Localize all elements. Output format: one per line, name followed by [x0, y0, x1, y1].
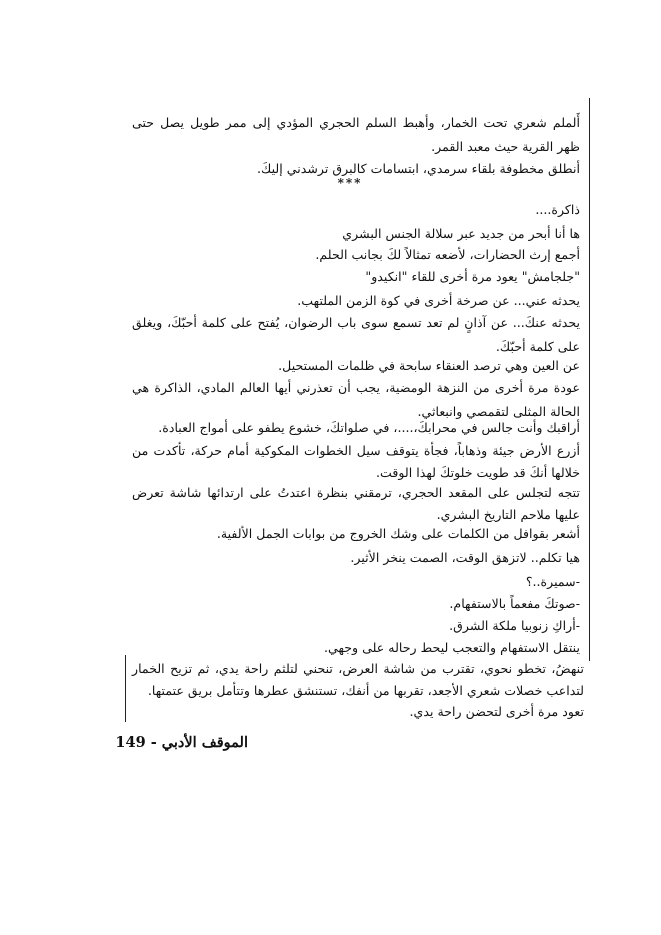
- paragraph: يحدثه عنكَ... عن آذانٍ لم تعد تسمع سوى باب الرضوان، يُفتح على كلمة أحبّكَ، ويغلق على كلمة أحبّكَ.: [132, 315, 580, 354]
- paragraph: ها أنا أبحر من جديد عبر سلالة الجنس البشري: [342, 226, 580, 241]
- paragraph: يحدثه عني... عن صرخة أخرى في كوة الزمن الملتهب.: [297, 293, 580, 308]
- paragraph: عودة مرة أخرى من النزهة الومضية، يجب أن تعذرني أيها العالم المادي، الذاكرة هي الحالة المثلى لتقمصي وانبعاثي.: [132, 380, 580, 419]
- paragraph: تعود مرة أخرى لتحضن راحة يدي.: [409, 704, 584, 719]
- paragraph: أَلملم شعري تحت الخمار، وأهبط السلم الحجري المؤدي إلى ممر طويل يصل حتى ظهر القرية حيث معبد القمر.: [132, 115, 580, 154]
- dialogue-line: -سميرة..؟: [525, 574, 580, 589]
- paragraph: أجمع إرث الحضارات، لأضعه تمثالاً لكَ بجانب الحلم.: [315, 247, 580, 262]
- paragraph: ذاكرة....: [535, 202, 580, 217]
- paragraph: أزرع الأرض جيئة وذهاباً، فجأة يتوقف سيل الخطوات المكوكية أمام حركة، تأكدت من خلالها أنكَ قد طويت خلوتكَ لهذا الوقت.: [132, 443, 580, 480]
- paragraph: أراقبك وأنت جالس في محرابكَ،....، في صلواتكَ، خشوع يطفو على أمواج العبادة.: [158, 420, 580, 435]
- paragraph: "جلجامش" يعود مرة أخرى للقاء "انكيدو": [365, 269, 580, 284]
- paragraph: أشعر بقوافل من الكلمات على وشك الخروج من بوابات الجمل الألفية.: [216, 526, 580, 541]
- left-margin-rule: [125, 655, 126, 722]
- paragraph: تتجه لتجلس على المقعد الحجري، ترمقني بنظرة اعتدتُ على ارتدائها شاشة تعرض عليها ملاحم التاريخ البشري.: [132, 485, 580, 522]
- paragraph: ينتقل الاستفهام والتعجب ليحط رحاله على وجهي.: [323, 640, 580, 655]
- right-margin-rule: [589, 98, 590, 661]
- dialogue-line: -صوتكَ مفعماً بالاستفهام.: [449, 596, 580, 611]
- dialogue-line: -أراكِ زنوبيا ملكة الشرق.: [449, 618, 580, 633]
- paragraph: عن العين وهي ترصد العنقاء سابحة في ظلمات المستحيل.: [278, 358, 580, 373]
- page-footer: الموقف الأدبي - 149: [115, 734, 248, 751]
- paragraph: تنهضُ، تخطو نحوي، تقترب من شاشة العرض، تنحني لتلثم راحة يدي، ثم تزيح الخمار لتداعب خصلات شعري الأجعد، تقربها من أنفك، تستنشق عطرها وتتأمل بريق عتمتها.: [132, 661, 584, 698]
- paragraph: هيا تكلم.. لاتزهق الوقت، الصمت ينخر الأثير.: [350, 550, 580, 565]
- section-separator: ***: [337, 176, 363, 190]
- paragraph: أنطلق مخطوفة بلقاء سرمدي، ابتسامات كالبرق ترشدني إليكَ.: [257, 161, 580, 176]
